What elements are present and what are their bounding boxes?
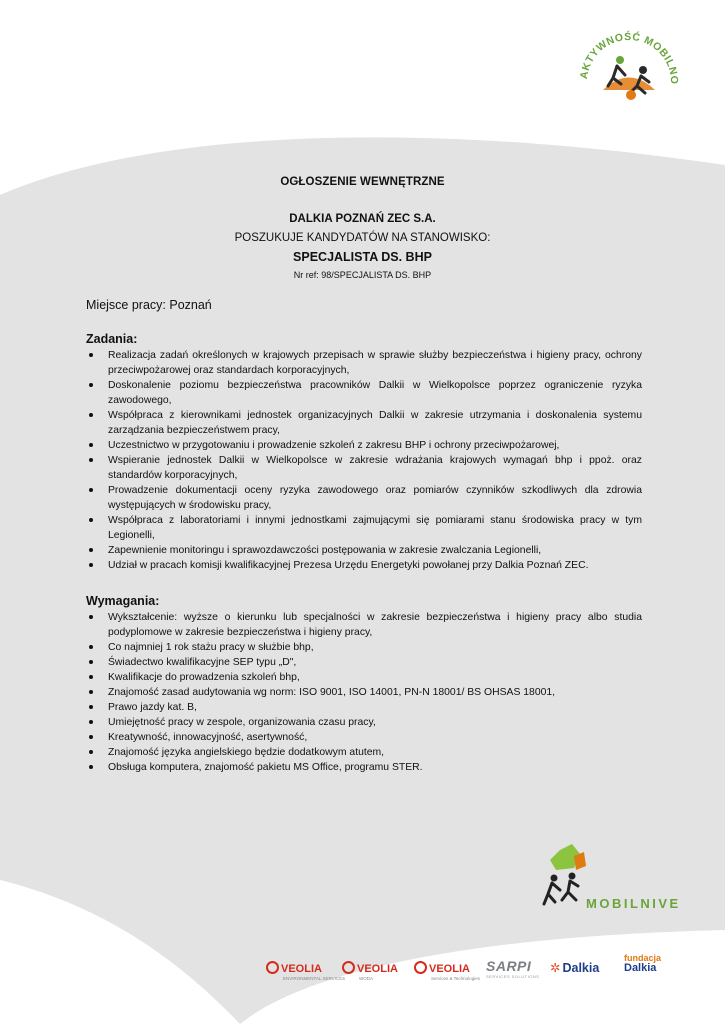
veolia-mark-icon	[266, 961, 279, 974]
notice-type: OGŁOSZENIE WEWNĘTRZNE	[280, 176, 445, 188]
veolia-mark-icon	[342, 961, 355, 974]
veolia-environmental-logo: VEOLIA ENVIRONMENTAL SERVICES	[266, 961, 345, 981]
list-item: Świadectwo kwalifikacyjne SEP typu „D",	[86, 655, 642, 670]
list-item: Realizacja zadań określonych w krajowych przepisach w sprawie służby bezpieczeństwa i higieny pracy, ochrony przeciwpożarowej oraz standardach korporacyjnych,	[86, 348, 642, 378]
list-item: Wspieranie jednostek Dalkii w Wielkopolsce w zakresie wdrażania krajowych wymagań bhp i ppoż. oraz standardów korporacyjnych,	[86, 453, 642, 483]
position-title: SPECJALISTA DS. BHP	[293, 250, 432, 264]
list-item: Kreatywność, innowacyjność, asertywność,	[86, 730, 642, 745]
aktywnosc-mobilnosc-rozwoj-logo	[573, 20, 685, 132]
list-item: Doskonalenie poziomu bezpieczeństwa pracowników Dalkii w Wielkopolsce poprzez ograniczenie ryzyka zawodowego,	[86, 378, 642, 408]
list-item: Obsługa komputera, znajomość pakietu MS Office, programu STER.	[86, 760, 642, 775]
list-item: Prawo jazdy kat. B,	[86, 700, 642, 715]
veolia-mark-icon	[414, 961, 427, 974]
list-item: Kwalifikacje do prowadzenia szkoleń bhp,	[86, 670, 642, 685]
reference-number: Nr ref: 98/SPECJALISTA DS. BHP	[293, 270, 432, 280]
veolia-woda-logo: VEOLIA WODA	[342, 961, 398, 981]
mobilnive-logo	[540, 842, 690, 920]
tasks-title: Zadania:	[86, 332, 138, 346]
list-item: Udział w pracach komisji kwalifikacyjnej Prezesa Urzędu Energetyki powołanej przy Dalkia Poznań ZEC.	[86, 558, 642, 573]
list-item: Znajomość zasad audytowania wg norm: ISO 9001, ISO 14001, PN-N 18001/ BS OHSAS 18001,	[86, 685, 642, 700]
work-location: Miejsce pracy: Poznań	[86, 298, 212, 312]
company-name: DALKIA POZNAŃ ZEC S.A.	[289, 213, 436, 225]
list-item: Uczestnictwo w przygotowaniu i prowadzenie szkoleń z zakresu BHP i ochrony przeciwpożarowej,	[86, 438, 642, 453]
list-item: Zapewnienie monitoringu i sprawozdawczości postępowania w zakresie zwalczania Legionelli,	[86, 543, 642, 558]
sarpi-logo: SARPI SERVICES SOLUTIONS	[486, 958, 540, 979]
list-item: Współpraca z laboratoriami i innymi jednostkami zajmującymi się pomiarami stanu środowiska pracy w tym Legionelli,	[86, 513, 642, 543]
partner-logos	[262, 955, 692, 991]
mobilnive-wordmark: MOBILNIVE	[586, 896, 681, 911]
tasks-list	[86, 348, 642, 573]
tasks-section	[86, 332, 642, 573]
list-item: Umiejętność pracy w zespole, organizowania czasu pracy,	[86, 715, 642, 730]
list-item: Prowadzenie dokumentacji oceny ryzyka zawodowego oraz pomiarów czynników szkodliwych dla zdrowia występujących w środowisku pracy,	[86, 483, 642, 513]
list-item: Wykształcenie: wyższe o kierunku lub specjalności w zakresie bezpieczeństwa i higieny pracy albo studia podyplomowe w zakresie bezpieczeństwa i higieny pracy,	[86, 610, 642, 640]
requirements-title: Wymagania:	[86, 594, 160, 608]
list-item: Współpraca z kierownikami jednostek organizacyjnych Dalkii w zakresie utrzymania i doskonalenia systemu zarządzania bezpieczeństwem pracy,	[86, 408, 642, 438]
list-item: Co najmniej 1 rok stażu pracy w służbie bhp,	[86, 640, 642, 655]
requirements-section	[86, 594, 642, 775]
list-item: Znajomość języka angielskiego będzie dodatkowym atutem,	[86, 745, 642, 760]
requirements-list	[86, 610, 642, 775]
seeking-line: POSZUKUJE KANDYDATÓW NA STANOWISKO:	[234, 232, 491, 244]
fundacja-dalkia-logo: fundacja Dalkia	[624, 953, 662, 974]
svg-text:AKTYWNOŚĆ MOBILNOŚĆ ROZWÓJ: AKTYWNOŚĆ MOBILNO	[577, 30, 681, 85]
veolia-services-logo: VEOLIA Services & Technologies	[414, 961, 480, 981]
dalkia-logo: ✲ Dalkia	[550, 961, 600, 975]
dalkia-star-icon: ✲	[550, 961, 561, 975]
